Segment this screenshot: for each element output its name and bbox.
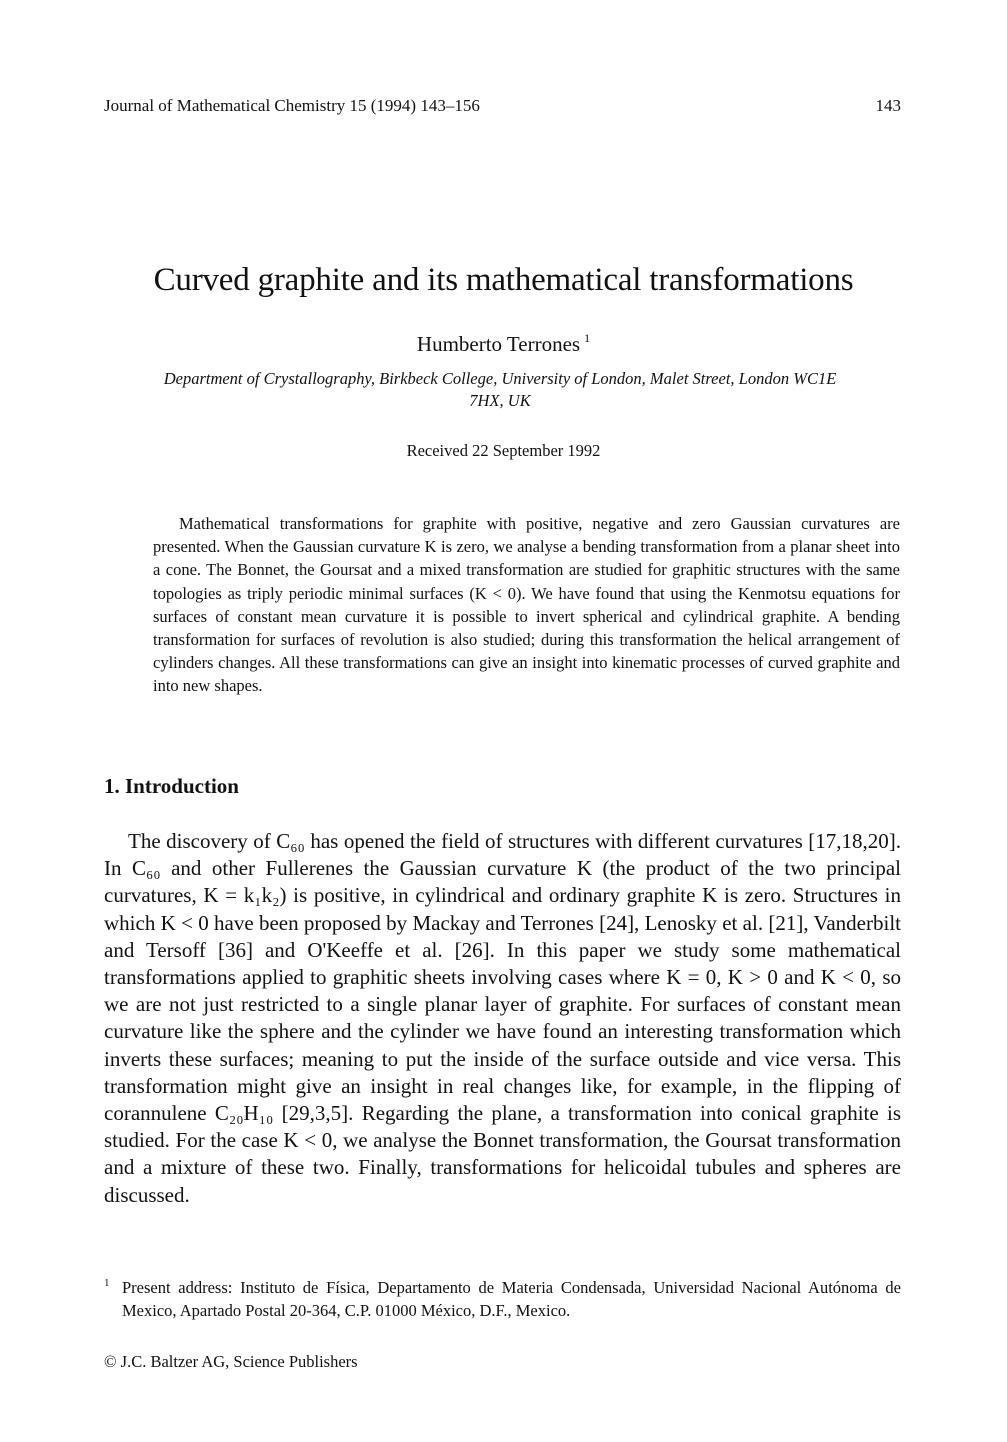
author-footnote-mark: 1: [584, 331, 591, 345]
abstract-text: Mathematical transformations for graphite with positive, negative and zero Gaussian curvatures are presented. When the Gaussian curvature K is zero, we analyse a bending transformation from a planar sheet into a cone. The Bonnet, the Goursat and a mixed transformation are studied for graphitic structures with the same topologies as triply periodic minimal surfaces (K < 0). We have found that using the Kenmotsu equations for surfaces of constant mean curvature it is possible to invert spherical and cylindrical graphite. A bending transformation for surfaces of revolution is also studied; during this transformation the helical arrangement of cylinders changes. All these transformations can give an insight into kinematic processes of curved graphite and into new shapes.: [153, 514, 900, 696]
section-heading: 1. Introduction: [104, 774, 239, 798]
body-text: [104, 828, 901, 1209]
footnote-text: Present address: Instituto de Física, Departamento de Materia Condensada, Universidad Nacional Autónoma de Mexico, Apartado Postal 20-364, C.P. 01000 México, D.F., Mexico.: [122, 1278, 901, 1320]
author-name: Humberto Terrones: [416, 332, 581, 356]
page-number: 143: [875, 96, 901, 115]
author-affiliation: Department of Crystallography, Birkbeck College, University of London, Malet Street, London WC1E 7HX, UK: [163, 369, 837, 410]
footnote-mark: 1: [104, 1277, 110, 1289]
author-line: [0, 331, 1007, 357]
abstract: [153, 512, 900, 698]
copyright-notice: © J.C. Baltzer AG, Science Publishers: [104, 1352, 358, 1371]
journal-citation: Journal of Mathematical Chemistry 15 (1994) 143–156: [104, 96, 480, 115]
paper-title: Curved graphite and its mathematical transformations: [153, 262, 854, 298]
received-date: Received 22 September 1992: [406, 441, 601, 460]
intro-paragraph: The discovery of C₆₀ has opened the field of structures with different curvatures [17,18,20]. In C₆₀ and other Fullerenes the Gaussian curvature K (the product of the two principal curvatures, K = k₁k₂) is positive, in cylindrical and ordinary graphite K is zero. Structures in which K < 0 have been proposed by Mackay and Terrones [24], Lenosky et al. [21], Vanderbilt and Tersoff [36] and O'Keeffe et al. [26]. In this paper we study some mathematical transformations applied to graphitic sheets involving cases where K = 0, K > 0 and K < 0, so we are not just restricted to a single planar layer of graphite. For surfaces of constant mean curvature like the sphere and the cylinder we have found an interesting transformation which inverts these surfaces; meaning to put the inside of the surface outside and vice versa. This transformation might give an insight in real changes like, for example, in the flipping of corannulene C₂₀H₁₀ [29,3,5]. Regarding the plane, a transformation into conical graphite is studied. For the case K < 0, we analyse the Bonnet transformation, the Goursat transformation and a mixture of these two. Finally, transformations for helicoidal tubules and spheres are discussed.: [104, 829, 901, 1207]
footnote: [104, 1276, 901, 1322]
